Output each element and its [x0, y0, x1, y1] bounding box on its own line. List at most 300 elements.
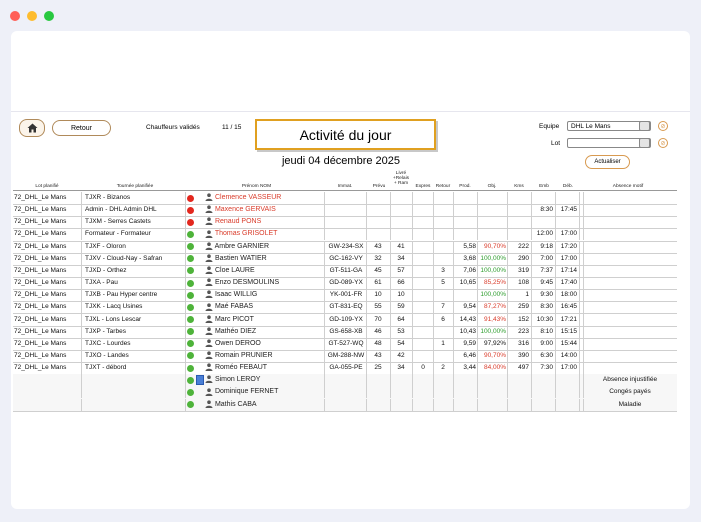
column-divider	[366, 277, 367, 289]
cell-kms	[508, 192, 529, 204]
column-divider	[81, 399, 82, 411]
column-divider	[324, 241, 325, 253]
column-divider	[185, 192, 186, 204]
driver-name[interactable]	[205, 326, 256, 338]
column-divider	[185, 350, 186, 362]
column-divider	[583, 204, 584, 216]
maximize-window-button[interactable]	[44, 11, 54, 21]
cell-retour: 6	[441, 315, 445, 323]
person-icon	[205, 400, 213, 408]
cell-absence	[585, 338, 675, 350]
column-divider	[185, 289, 186, 301]
cell-tournee: TJXK - Lacq Usines	[85, 303, 143, 311]
driver-name[interactable]	[205, 265, 255, 277]
column-divider	[366, 350, 367, 362]
driver-name[interactable]	[205, 253, 267, 265]
column-divider	[366, 374, 367, 386]
cell-emb	[531, 374, 553, 386]
column-divider	[366, 314, 367, 326]
cell-absence	[585, 289, 675, 301]
cell-lot: 72_DHL_Le Mans	[14, 291, 67, 299]
cell-lot: 72_DHL_Le Mans	[14, 206, 67, 214]
driver-name[interactable]	[205, 399, 257, 411]
cell-prod: 3,44	[463, 364, 476, 372]
column-divider	[81, 350, 82, 362]
column-divider	[366, 399, 367, 411]
cell-kms: 259	[518, 303, 529, 311]
cell-absence	[585, 277, 675, 289]
column-divider	[81, 277, 82, 289]
table-row[interactable]	[13, 289, 677, 302]
column-divider	[579, 338, 580, 350]
column-divider	[583, 350, 584, 362]
table-row[interactable]	[13, 241, 677, 254]
cell-tournee: TJXF - Oloron	[85, 242, 126, 250]
cell-livre	[391, 192, 411, 204]
cell-emb	[531, 192, 553, 204]
table-row[interactable]	[13, 265, 677, 278]
cell-immat: GD-089-YX	[329, 279, 363, 287]
column-divider	[583, 326, 584, 338]
cell-absence	[585, 362, 675, 374]
cell-immat	[326, 204, 366, 216]
cell-deb: 17:45	[560, 206, 577, 214]
cell-deb	[555, 399, 577, 411]
status-dot-green	[187, 365, 194, 372]
cell-livre: 66	[397, 279, 405, 287]
column-divider	[366, 386, 367, 398]
column-divider	[583, 314, 584, 326]
column-divider	[583, 289, 584, 301]
cell-prevu: 45	[374, 266, 382, 274]
driver-name[interactable]	[205, 338, 261, 350]
column-divider	[579, 386, 580, 398]
current-date: jeudi 04 décembre 2025	[281, 155, 401, 167]
driver-name-label: Romain PRUNIER	[214, 351, 273, 359]
cell-expres	[413, 386, 433, 398]
column-divider	[583, 399, 584, 411]
driver-name[interactable]	[205, 289, 257, 301]
cell-expres	[413, 253, 433, 265]
driver-name-label: Enzo DESMOULINS	[214, 279, 280, 287]
cell-kms	[508, 386, 529, 398]
row-selection-marker[interactable]	[196, 375, 204, 385]
driver-name[interactable]	[205, 192, 281, 204]
driver-name[interactable]	[205, 277, 279, 289]
cell-retour	[434, 204, 452, 216]
cell-prod	[454, 386, 476, 398]
cell-deb: 18:00	[560, 291, 577, 299]
cell-emb: 8:30	[540, 303, 553, 311]
column-divider	[579, 399, 580, 411]
column-divider	[324, 338, 325, 350]
cell-deb: 17:14	[560, 266, 577, 274]
cell-deb: 17:40	[560, 279, 577, 287]
person-icon	[205, 375, 213, 383]
cell-deb	[555, 386, 577, 398]
table-row[interactable]	[13, 399, 677, 412]
column-divider	[579, 192, 580, 204]
cell-immat	[326, 374, 366, 386]
cell-prevu	[368, 399, 388, 411]
cell-prevu	[368, 386, 388, 398]
driver-name[interactable]	[205, 314, 254, 326]
status-dot-red	[187, 207, 194, 214]
column-divider	[81, 338, 82, 350]
cell-retour	[434, 374, 452, 386]
driver-name-label: Renaud PONS	[214, 218, 262, 226]
cell-obj: 100,00%	[480, 266, 506, 274]
column-divider	[324, 386, 325, 398]
cell-absence	[585, 192, 675, 204]
col-immat: Immat.	[337, 184, 353, 189]
column-divider	[366, 241, 367, 253]
column-divider	[81, 253, 82, 265]
status-dot-green	[187, 255, 194, 262]
cell-deb	[555, 374, 577, 386]
cell-immat: GT-527-WQ	[328, 339, 364, 347]
column-divider	[579, 228, 580, 240]
cell-retour	[434, 192, 452, 204]
validated-drivers-count: 11 / 15	[222, 124, 242, 131]
column-divider	[579, 350, 580, 362]
driver-name[interactable]	[205, 301, 253, 313]
cell-lot: 72_DHL_Le Mans	[14, 364, 67, 372]
cell-tournee: TJXD - Orthez	[85, 266, 127, 274]
cell-lot	[14, 399, 80, 411]
column-divider	[366, 228, 367, 240]
home-icon	[27, 123, 38, 133]
column-divider	[366, 289, 367, 301]
cell-retour: 2	[441, 364, 445, 372]
col-tournee: Tournée planifiée	[116, 184, 154, 189]
cell-tournee: Formateur - Formateur	[85, 230, 151, 238]
cell-prod: 9,54	[463, 303, 476, 311]
cell-lot: 72_DHL_Le Mans	[14, 230, 67, 238]
cell-lot: 72_DHL_Le Mans	[14, 327, 67, 335]
column-divider	[579, 253, 580, 265]
person-icon	[205, 339, 213, 347]
cell-emb: 9:00	[540, 339, 553, 347]
cell-prod	[454, 374, 476, 386]
cell-kms: 108	[518, 279, 529, 287]
lot-dropdown-toggle[interactable]	[639, 138, 650, 148]
cell-obj: 90,70%	[483, 242, 506, 250]
cell-kms: 222	[518, 242, 529, 250]
cell-prod: 10,43	[459, 327, 476, 335]
status-dot-green	[187, 304, 194, 311]
cell-obj: 90,70%	[483, 351, 506, 359]
driver-name[interactable]	[205, 350, 273, 362]
table-row[interactable]	[13, 301, 677, 314]
column-divider	[366, 326, 367, 338]
person-icon	[205, 254, 213, 262]
cell-obj: 91,43%	[483, 315, 506, 323]
status-dot-green	[187, 401, 194, 408]
column-divider	[366, 192, 367, 204]
cell-obj	[476, 216, 506, 228]
equipe-select[interactable]: DHL Le Mans	[567, 121, 651, 131]
cell-emb	[531, 399, 553, 411]
cell-lot: 72_DHL_Le Mans	[14, 351, 67, 359]
column-divider	[579, 362, 580, 374]
person-icon	[205, 363, 213, 371]
col-prod: Prod.	[459, 184, 471, 189]
cell-immat: GD-109-YX	[329, 315, 363, 323]
person-icon	[205, 266, 213, 274]
cell-expres	[413, 301, 433, 313]
equipe-dropdown-toggle[interactable]	[639, 121, 650, 131]
cell-retour	[434, 386, 452, 398]
column-divider	[81, 265, 82, 277]
cell-expres	[413, 228, 433, 240]
cell-livre: 53	[397, 327, 405, 335]
cell-obj: 100,00%	[480, 254, 506, 262]
actualiser-button[interactable]: Actualiser	[585, 155, 630, 169]
cell-livre: 54	[397, 339, 405, 347]
table-row[interactable]	[13, 362, 677, 375]
driver-name-label: Maé FABAS	[214, 303, 254, 311]
col-prevu: Prévu	[372, 184, 386, 189]
column-divider	[583, 241, 584, 253]
cell-expres	[413, 289, 433, 301]
table-row[interactable]	[13, 326, 677, 339]
cell-retour	[434, 216, 452, 228]
driver-name[interactable]	[205, 228, 277, 240]
cell-absence	[585, 326, 675, 338]
column-divider	[579, 204, 580, 216]
column-divider	[185, 277, 186, 289]
cell-lot: 72_DHL_Le Mans	[14, 339, 67, 347]
status-dot-green	[187, 231, 194, 238]
cell-livre: 34	[397, 364, 405, 372]
cell-obj	[476, 386, 506, 398]
cell-retour	[434, 399, 452, 411]
column-divider	[185, 301, 186, 313]
cell-kms	[508, 228, 529, 240]
cell-immat: GA-055-PE	[329, 364, 363, 372]
column-divider	[185, 228, 186, 240]
column-divider	[324, 253, 325, 265]
home-button[interactable]	[19, 119, 45, 137]
column-divider	[366, 216, 367, 228]
cell-immat: GM-288-NW	[327, 351, 365, 359]
column-divider	[579, 301, 580, 313]
lot-clear-icon[interactable]: ⊘	[658, 138, 668, 148]
column-divider	[81, 289, 82, 301]
cell-expres	[413, 204, 433, 216]
header-divider	[11, 111, 690, 112]
driver-name-label: Owen DEROO	[214, 339, 261, 347]
person-icon	[205, 205, 213, 213]
cell-obj: 100,00%	[480, 291, 506, 299]
minimize-window-button[interactable]	[27, 11, 37, 21]
cell-kms	[508, 204, 529, 216]
column-divider	[579, 374, 580, 386]
cell-expres	[413, 192, 433, 204]
driver-name[interactable]	[205, 216, 261, 228]
driver-name-label: Dominique FERNET	[214, 388, 279, 396]
column-divider	[324, 399, 325, 411]
cell-retour	[434, 253, 452, 265]
cell-expres	[413, 374, 433, 386]
cell-emb: 8:30	[540, 206, 553, 214]
column-divider	[324, 192, 325, 204]
driver-name-label: Ambre GARNIER	[214, 242, 270, 250]
driver-name[interactable]	[205, 204, 276, 216]
cell-livre	[391, 374, 411, 386]
col-kms: Kms	[514, 184, 524, 189]
column-divider	[185, 386, 186, 398]
cell-immat: GS-658-XB	[329, 327, 363, 335]
column-divider	[185, 204, 186, 216]
cell-prevu: 43	[374, 351, 382, 359]
status-dot-green	[187, 352, 194, 359]
cell-immat: YK-001-FR	[329, 291, 363, 299]
cell-tournee: TJXR - Bizanos	[85, 194, 131, 201]
column-divider	[324, 277, 325, 289]
person-icon	[205, 351, 213, 359]
driver-name[interactable]	[205, 386, 278, 398]
cell-expres	[413, 399, 433, 411]
column-divider	[81, 326, 82, 338]
cell-expres	[413, 216, 433, 228]
cell-prod: 9,59	[463, 339, 476, 347]
cell-lot: 72_DHL_Le Mans	[14, 194, 67, 201]
cell-lot: 72_DHL_Le Mans	[14, 242, 67, 250]
column-divider	[583, 253, 584, 265]
cell-tournee	[85, 386, 183, 398]
cell-obj	[476, 228, 506, 240]
cell-tournee: TJXA - Pau	[85, 279, 118, 287]
cell-immat: GT-831-EQ	[329, 303, 363, 311]
column-divider	[81, 228, 82, 240]
column-divider	[81, 362, 82, 374]
cell-emb: 10:30	[536, 315, 553, 323]
cell-tournee: TJXM - Serres Castets	[85, 218, 151, 226]
person-icon	[205, 230, 213, 238]
cell-immat	[326, 386, 366, 398]
driver-name-label: Maxence GERVAIS	[214, 206, 276, 214]
cell-emb: 12:00	[536, 230, 553, 238]
cell-absence	[585, 216, 675, 228]
column-divider	[185, 216, 186, 228]
retour-button[interactable]: Retour	[52, 120, 111, 136]
lot-label: Lot	[551, 140, 561, 147]
column-divider	[366, 301, 367, 313]
status-dot-green	[187, 377, 194, 384]
cell-absence: Congés payés	[609, 388, 651, 396]
column-divider	[185, 326, 186, 338]
cell-emb: 7:00	[540, 254, 553, 262]
column-divider	[81, 301, 82, 313]
cell-lot: 72_DHL_Le Mans	[14, 303, 67, 311]
col-prenom: Prénom NOM	[241, 184, 272, 189]
driver-name-label: Simon LEROY	[214, 376, 261, 384]
cell-prevu	[368, 192, 388, 204]
status-dot-green	[187, 316, 194, 323]
table-row[interactable]	[13, 386, 677, 399]
cell-deb	[555, 192, 577, 204]
cell-prevu	[368, 374, 388, 386]
driver-name[interactable]	[205, 241, 269, 253]
cell-tournee	[85, 399, 183, 411]
cell-prod: 14,43	[459, 315, 476, 323]
cell-absence	[585, 265, 675, 277]
cell-obj	[476, 192, 506, 204]
driver-name-label: Bastien WATIER	[214, 254, 267, 262]
cell-obj: 87,27%	[483, 303, 506, 311]
cell-prevu: 55	[374, 303, 382, 311]
cell-deb	[555, 216, 577, 228]
col-lot: Lot planifié	[35, 184, 59, 189]
column-divider	[579, 289, 580, 301]
cell-retour: 7	[441, 303, 445, 311]
column-divider	[583, 301, 584, 313]
column-divider	[579, 216, 580, 228]
column-divider	[583, 374, 584, 386]
cell-lot: 72_DHL_Le Mans	[14, 266, 67, 274]
person-icon	[205, 303, 213, 311]
cell-emb: 8:10	[540, 327, 553, 335]
cell-obj	[476, 399, 506, 411]
table-row[interactable]	[13, 228, 677, 241]
cell-retour	[434, 326, 452, 338]
column-divider	[583, 265, 584, 277]
cell-emb	[531, 216, 553, 228]
column-divider	[81, 241, 82, 253]
cell-livre: 57	[397, 266, 405, 274]
cell-absence	[585, 241, 675, 253]
cell-prevu	[368, 204, 388, 216]
cell-livre: 59	[397, 303, 405, 311]
cell-prod	[454, 228, 476, 240]
table-row[interactable]	[13, 204, 677, 217]
column-divider	[579, 314, 580, 326]
cell-kms	[508, 399, 529, 411]
table-row[interactable]	[13, 350, 677, 363]
cell-emb: 9:45	[540, 279, 553, 287]
equipe-label: Equipe	[539, 123, 560, 130]
cell-emb: 9:18	[540, 242, 553, 250]
column-divider	[81, 374, 82, 386]
close-window-button[interactable]	[10, 11, 20, 21]
cell-prod	[454, 192, 476, 204]
cell-prod: 5,58	[463, 242, 476, 250]
cell-immat	[326, 399, 366, 411]
driver-name[interactable]	[205, 362, 267, 374]
column-divider	[583, 338, 584, 350]
column-divider	[324, 326, 325, 338]
validated-drivers-label: Chauffeurs validés	[146, 124, 200, 131]
column-divider	[366, 204, 367, 216]
cell-retour	[434, 350, 452, 362]
column-divider	[579, 326, 580, 338]
cell-kms	[508, 216, 529, 228]
driver-name-label: Clemence VASSEUR	[214, 194, 282, 201]
cell-prevu: 70	[374, 315, 382, 323]
equipe-clear-icon[interactable]: ⊘	[658, 121, 668, 131]
cell-livre	[391, 399, 411, 411]
cell-absence	[585, 350, 675, 362]
col-deb: Déb.	[562, 184, 574, 189]
cell-absence	[585, 204, 675, 216]
cell-prevu: 48	[374, 339, 382, 347]
col-livre: Livré +Relais + Ram	[392, 171, 410, 186]
person-icon	[205, 242, 213, 250]
cell-lot: 72_DHL_Le Mans	[14, 315, 67, 323]
driver-name[interactable]	[205, 374, 260, 386]
